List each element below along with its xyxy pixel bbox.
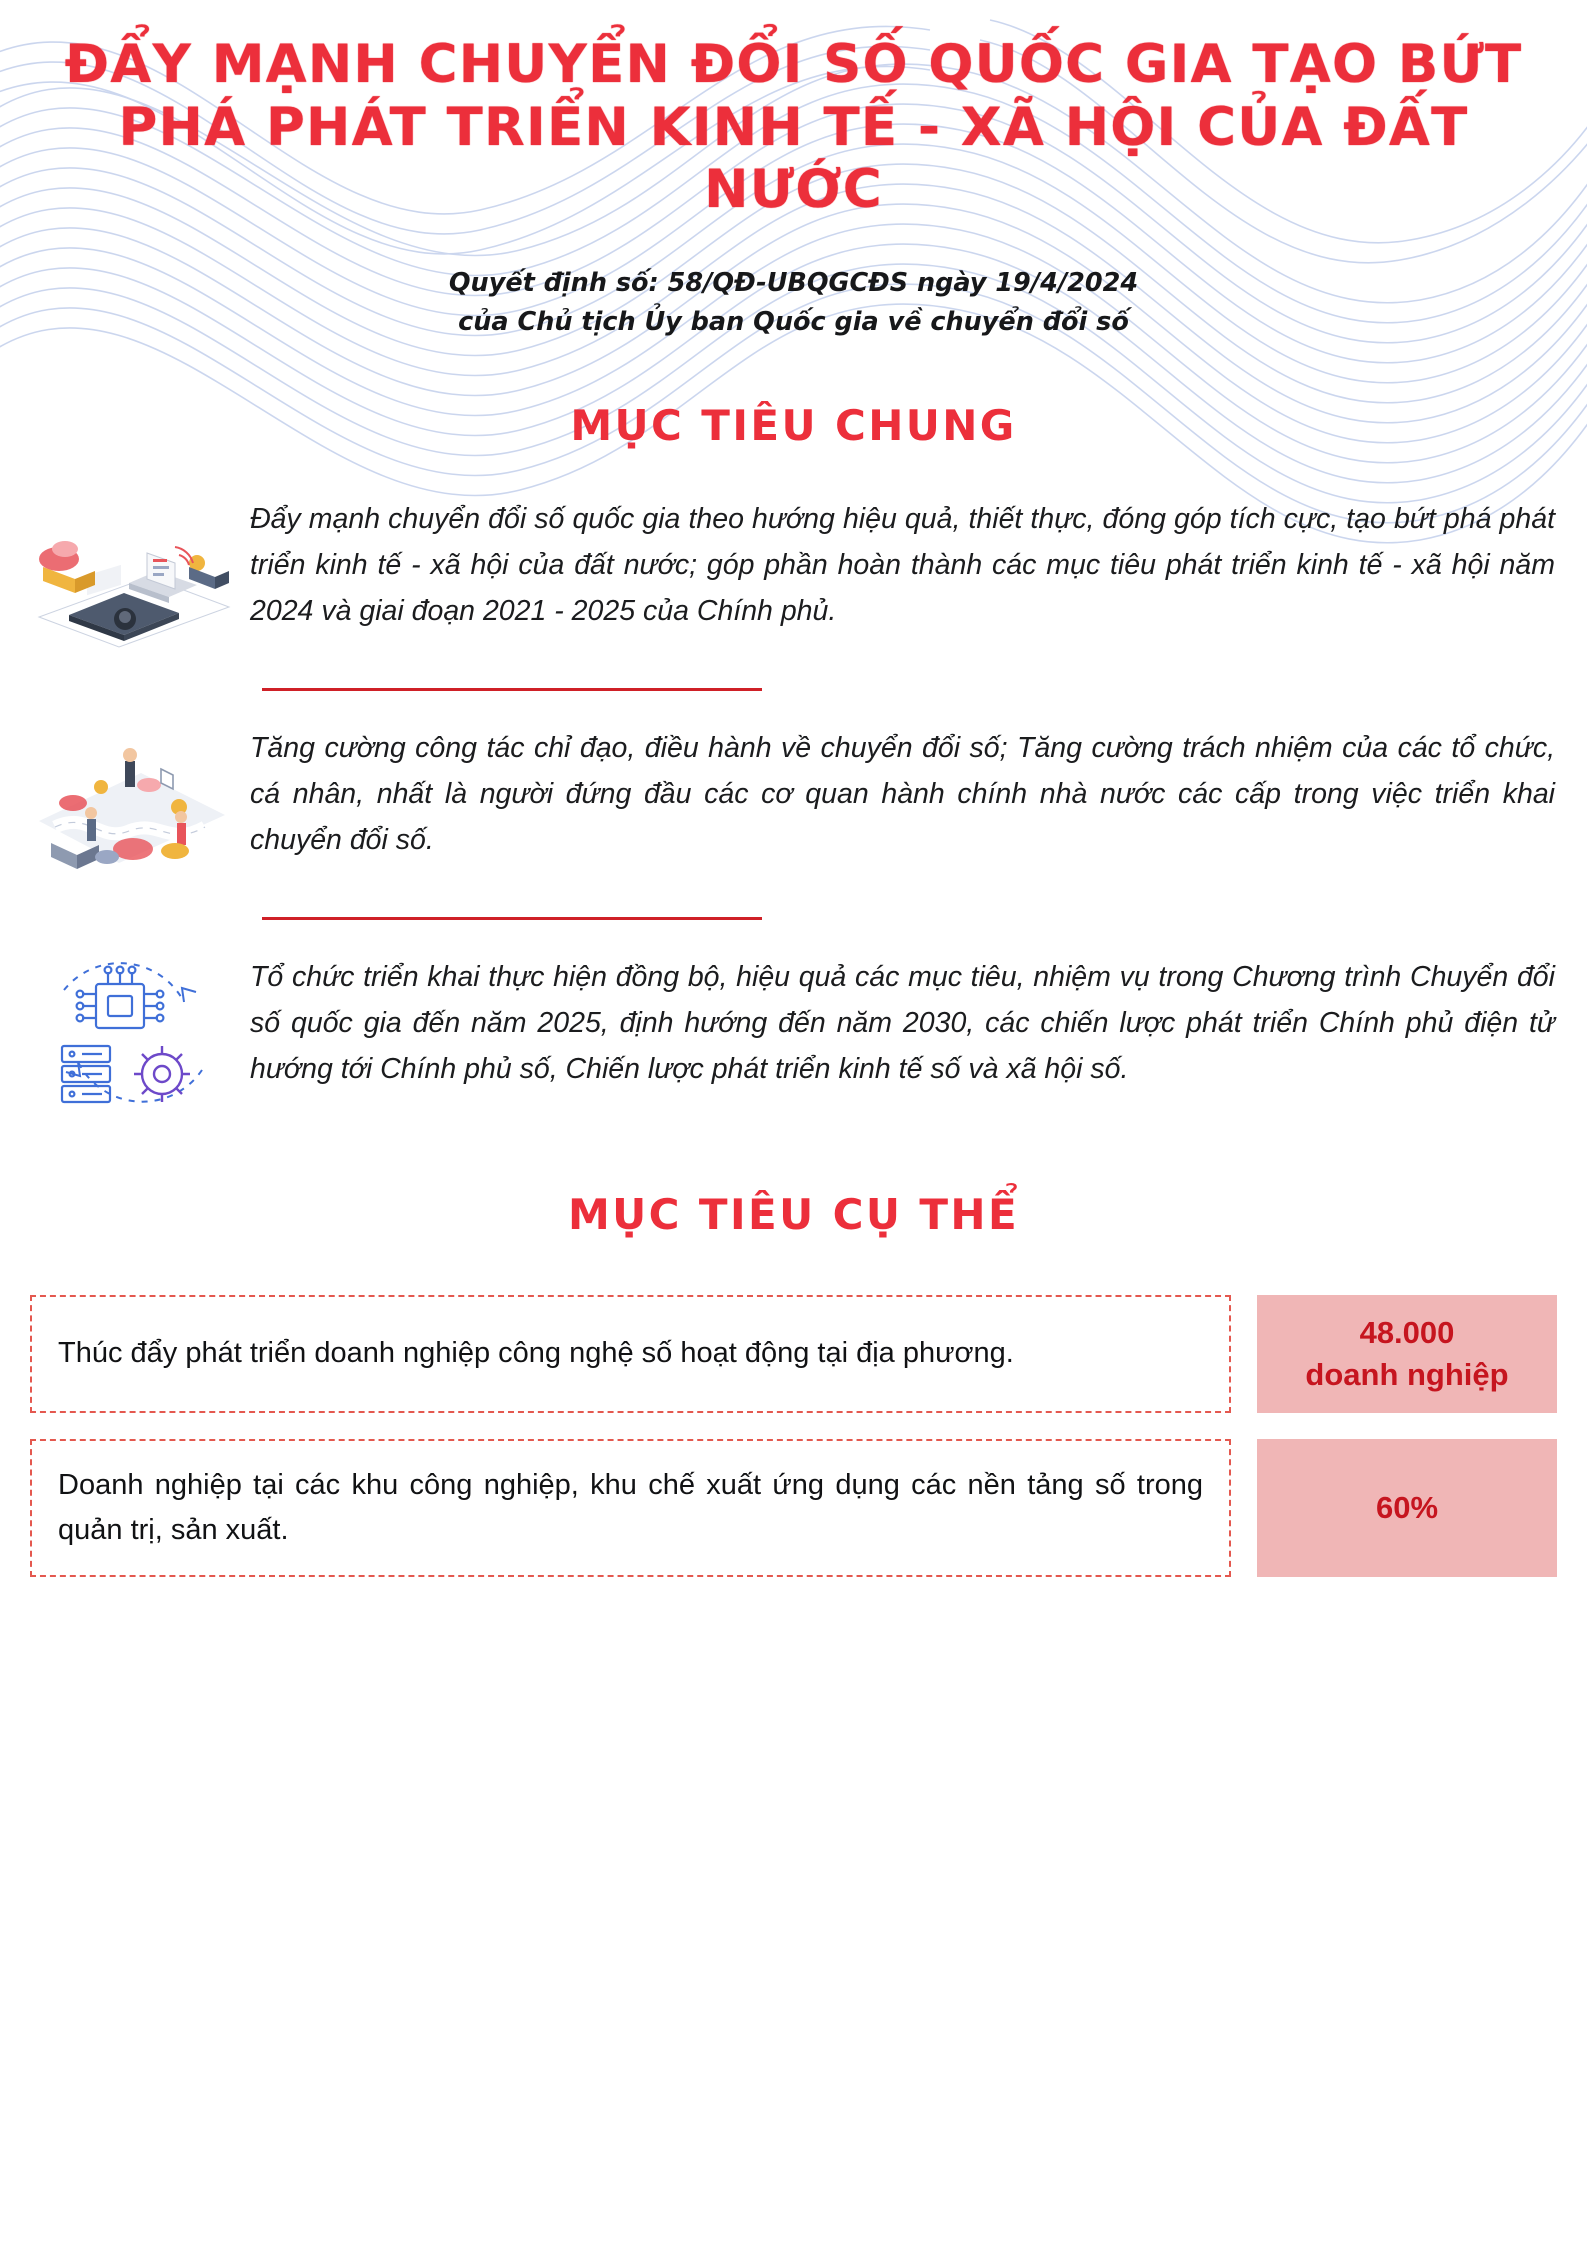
general-goal-item xyxy=(0,492,1587,662)
target-value xyxy=(1257,1439,1557,1577)
team-roadmap-icon xyxy=(18,721,250,891)
page-title xyxy=(26,34,1561,222)
page-title-line-1: ĐẨY MẠNH CHUYỂN ĐỔI SỐ QUỐC GIA TẠO BỨT xyxy=(64,34,1523,95)
data-circuit-gear-icon xyxy=(18,950,250,1120)
page-title-line-2: PHÁ PHÁT TRIỂN KINH TẾ - XÃ HỘI CỦA ĐẤT NƯỚC xyxy=(118,96,1469,221)
general-goal-text: Đẩy mạnh chuyển đổi số quốc gia theo hướng hiệu quả, thiết thực, đóng góp tích cực, tạo bứt phá phát triển kinh tế - xã hội của đất nước; góp phần hoàn thành các mục tiêu phát triển kinh tế - xã hội năm 2024 và giai đoạn 2021 - 2025 của Chính phủ. xyxy=(250,502,1555,627)
target-row xyxy=(30,1295,1557,1413)
divider-line xyxy=(262,688,762,691)
digital-transformation-desk-icon xyxy=(18,492,250,662)
decision-number: Quyết định số: 58/QĐ-UBQGCĐS ngày 19/4/2024 xyxy=(448,267,1139,298)
target-value-number: 48.000 xyxy=(1359,1314,1455,1350)
decision-issuer: của Chủ tịch Ủy ban Quốc gia về chuyển đổi số xyxy=(458,307,1129,338)
specific-goals-heading: MỤC TIÊU CỤ THỂ xyxy=(567,1189,1020,1239)
general-goals-list xyxy=(0,492,1587,1120)
document-header xyxy=(0,0,1587,343)
goal-divider-1 xyxy=(0,688,1587,691)
general-goals-heading: MỤC TIÊU CHUNG xyxy=(570,400,1017,450)
target-description: Doanh nghiệp tại các khu công nghiệp, khu chế xuất ứng dụng các nền tảng số trong quản trị, sản xuất. xyxy=(30,1439,1231,1577)
general-goal-item xyxy=(0,950,1587,1120)
target-value xyxy=(1257,1295,1557,1413)
general-goal-text: Tăng cường công tác chỉ đạo, điều hành về chuyển đổi số; Tăng cường trách nhiệm của các tổ chức, cá nhân, nhất là người đứng đầu các cơ quan hành chính nhà nước các cấp trong việc triển khai chuyển đổi số. xyxy=(250,731,1555,856)
target-description: Thúc đẩy phát triển doanh nghiệp công nghệ số hoạt động tại địa phương. xyxy=(30,1295,1231,1413)
decision-reference xyxy=(0,264,1587,343)
target-value-unit: doanh nghiệp xyxy=(1305,1356,1509,1392)
general-goal-item xyxy=(0,721,1587,891)
general-goal-text: Tổ chức triển khai thực hiện đồng bộ, hiệu quả các mục tiêu, nhiệm vụ trong Chương trình Chuyển đổi số quốc gia đến năm 2025, định hướng đến năm 2030, các chiến lược phát triển Chính phủ điện tử hướng tới Chính phủ số, Chiến lược phát triển kinh tế số và xã hội số. xyxy=(250,960,1555,1085)
divider-line xyxy=(262,917,762,920)
target-row xyxy=(30,1439,1557,1577)
goal-divider-2 xyxy=(0,917,1587,920)
target-value-number: 60% xyxy=(1375,1489,1439,1525)
specific-targets-table xyxy=(0,1295,1587,1577)
